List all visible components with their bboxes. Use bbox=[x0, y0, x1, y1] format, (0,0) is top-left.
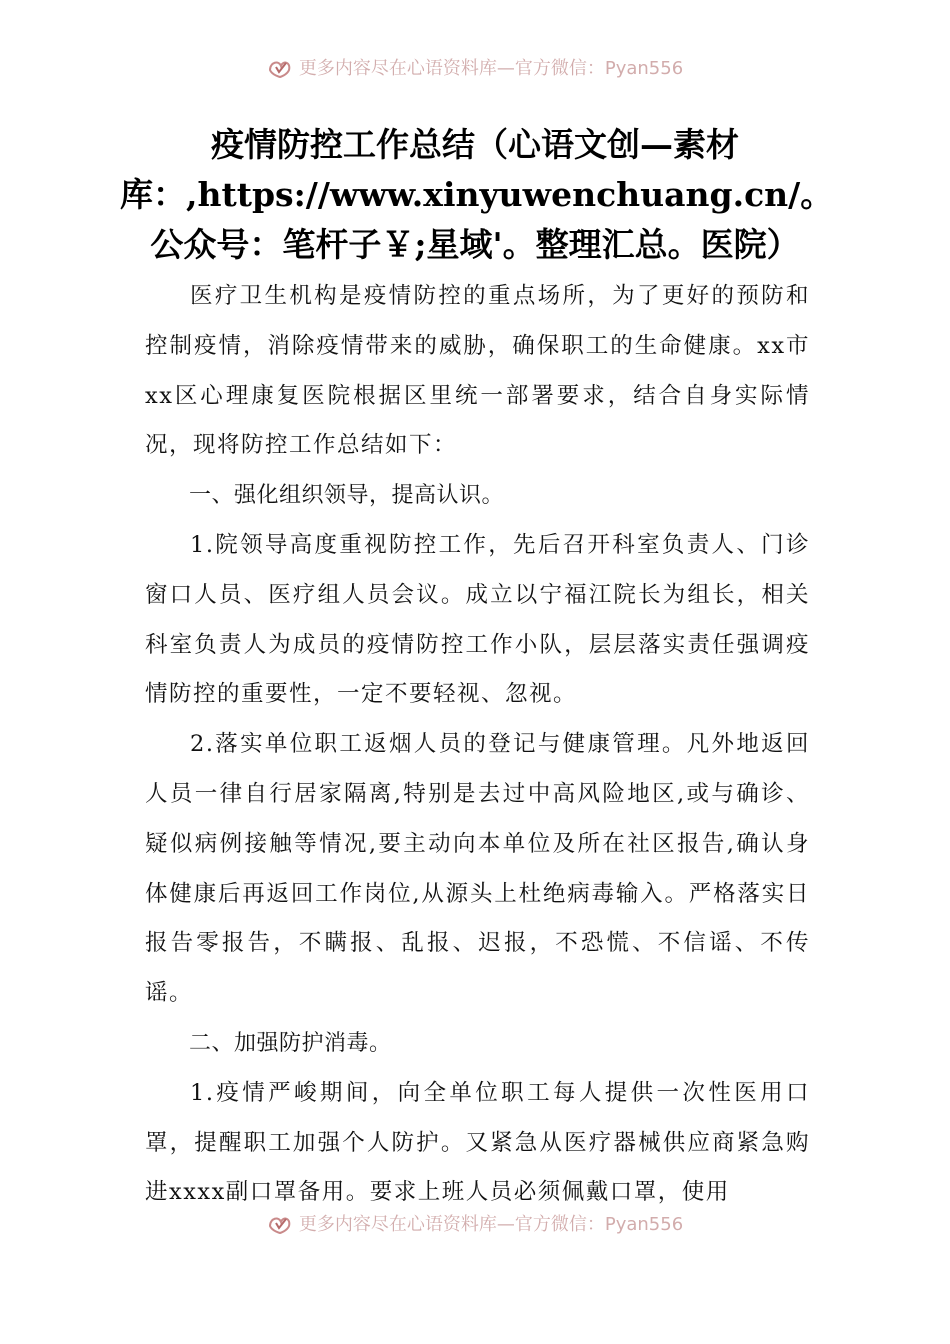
watermark-header bbox=[0, 52, 950, 82]
paragraph-1-1: 1.院领导高度重视防控工作，先后召开科室负责人、门诊窗口人员、医疗组人员会议。成立以宁福江院长为组长，相关科室负责人为成员的疫情防控工作小队，层层落实责任强调疫情防控的重要性，一定不要轻视、忽视。 bbox=[145, 531, 810, 708]
document-body bbox=[145, 272, 810, 1218]
document-title: 疫情防控工作总结（心语文创—素材库：,https://www.xinyuwenchuang.cn/。公众号：笔杆子￥;星域'。整理汇总。医院） bbox=[120, 125, 834, 264]
watermark-text: 更多内容尽在心语资料库—官方微信：Pyan556 bbox=[298, 1214, 684, 1235]
section-heading-2: 二、加强防护消毒。 bbox=[189, 1030, 392, 1056]
watermark-logo-icon bbox=[267, 56, 293, 78]
section-heading-1: 一、强化组织领导，提高认识。 bbox=[189, 483, 505, 509]
paragraph-intro: 医疗卫生机构是疫情防控的重点场所，为了更好的预防和控制疫情，消除疫情带来的威胁，确保职工的生命健康。xx市xx区心理康复医院根据区里统一部署要求，结合自身实际情况，现将防控工作总结如下： bbox=[145, 283, 810, 459]
paragraph-1-2: 2.落实单位职工返烟人员的登记与健康管理。凡外地返回人员一律自行居家隔离,特别是去过中高风险地区,或与确诊、疑似病例接触等情况,要主动向本单位及所在社区报告,确认身体健康后再返回工作岗位,从源头上杜绝病毒输入。严格落实日报告零报告，不瞒报、乱报、迟报，不恐慌、不信谣、不传谣。 bbox=[145, 731, 810, 1007]
paragraph-2-1: 1.疫情严峻期间，向全单位职工每人提供一次性医用口罩，提醒职工加强个人防护。又紧急从医疗器械供应商紧急购进xxxx副口罩备用。要求上班人员必须佩戴口罩，使用 bbox=[145, 1079, 810, 1206]
watermark-text: 更多内容尽在心语资料库—官方微信：Pyan556 bbox=[298, 58, 684, 79]
watermark-footer bbox=[0, 1208, 950, 1238]
watermark-logo-icon bbox=[267, 1212, 293, 1234]
